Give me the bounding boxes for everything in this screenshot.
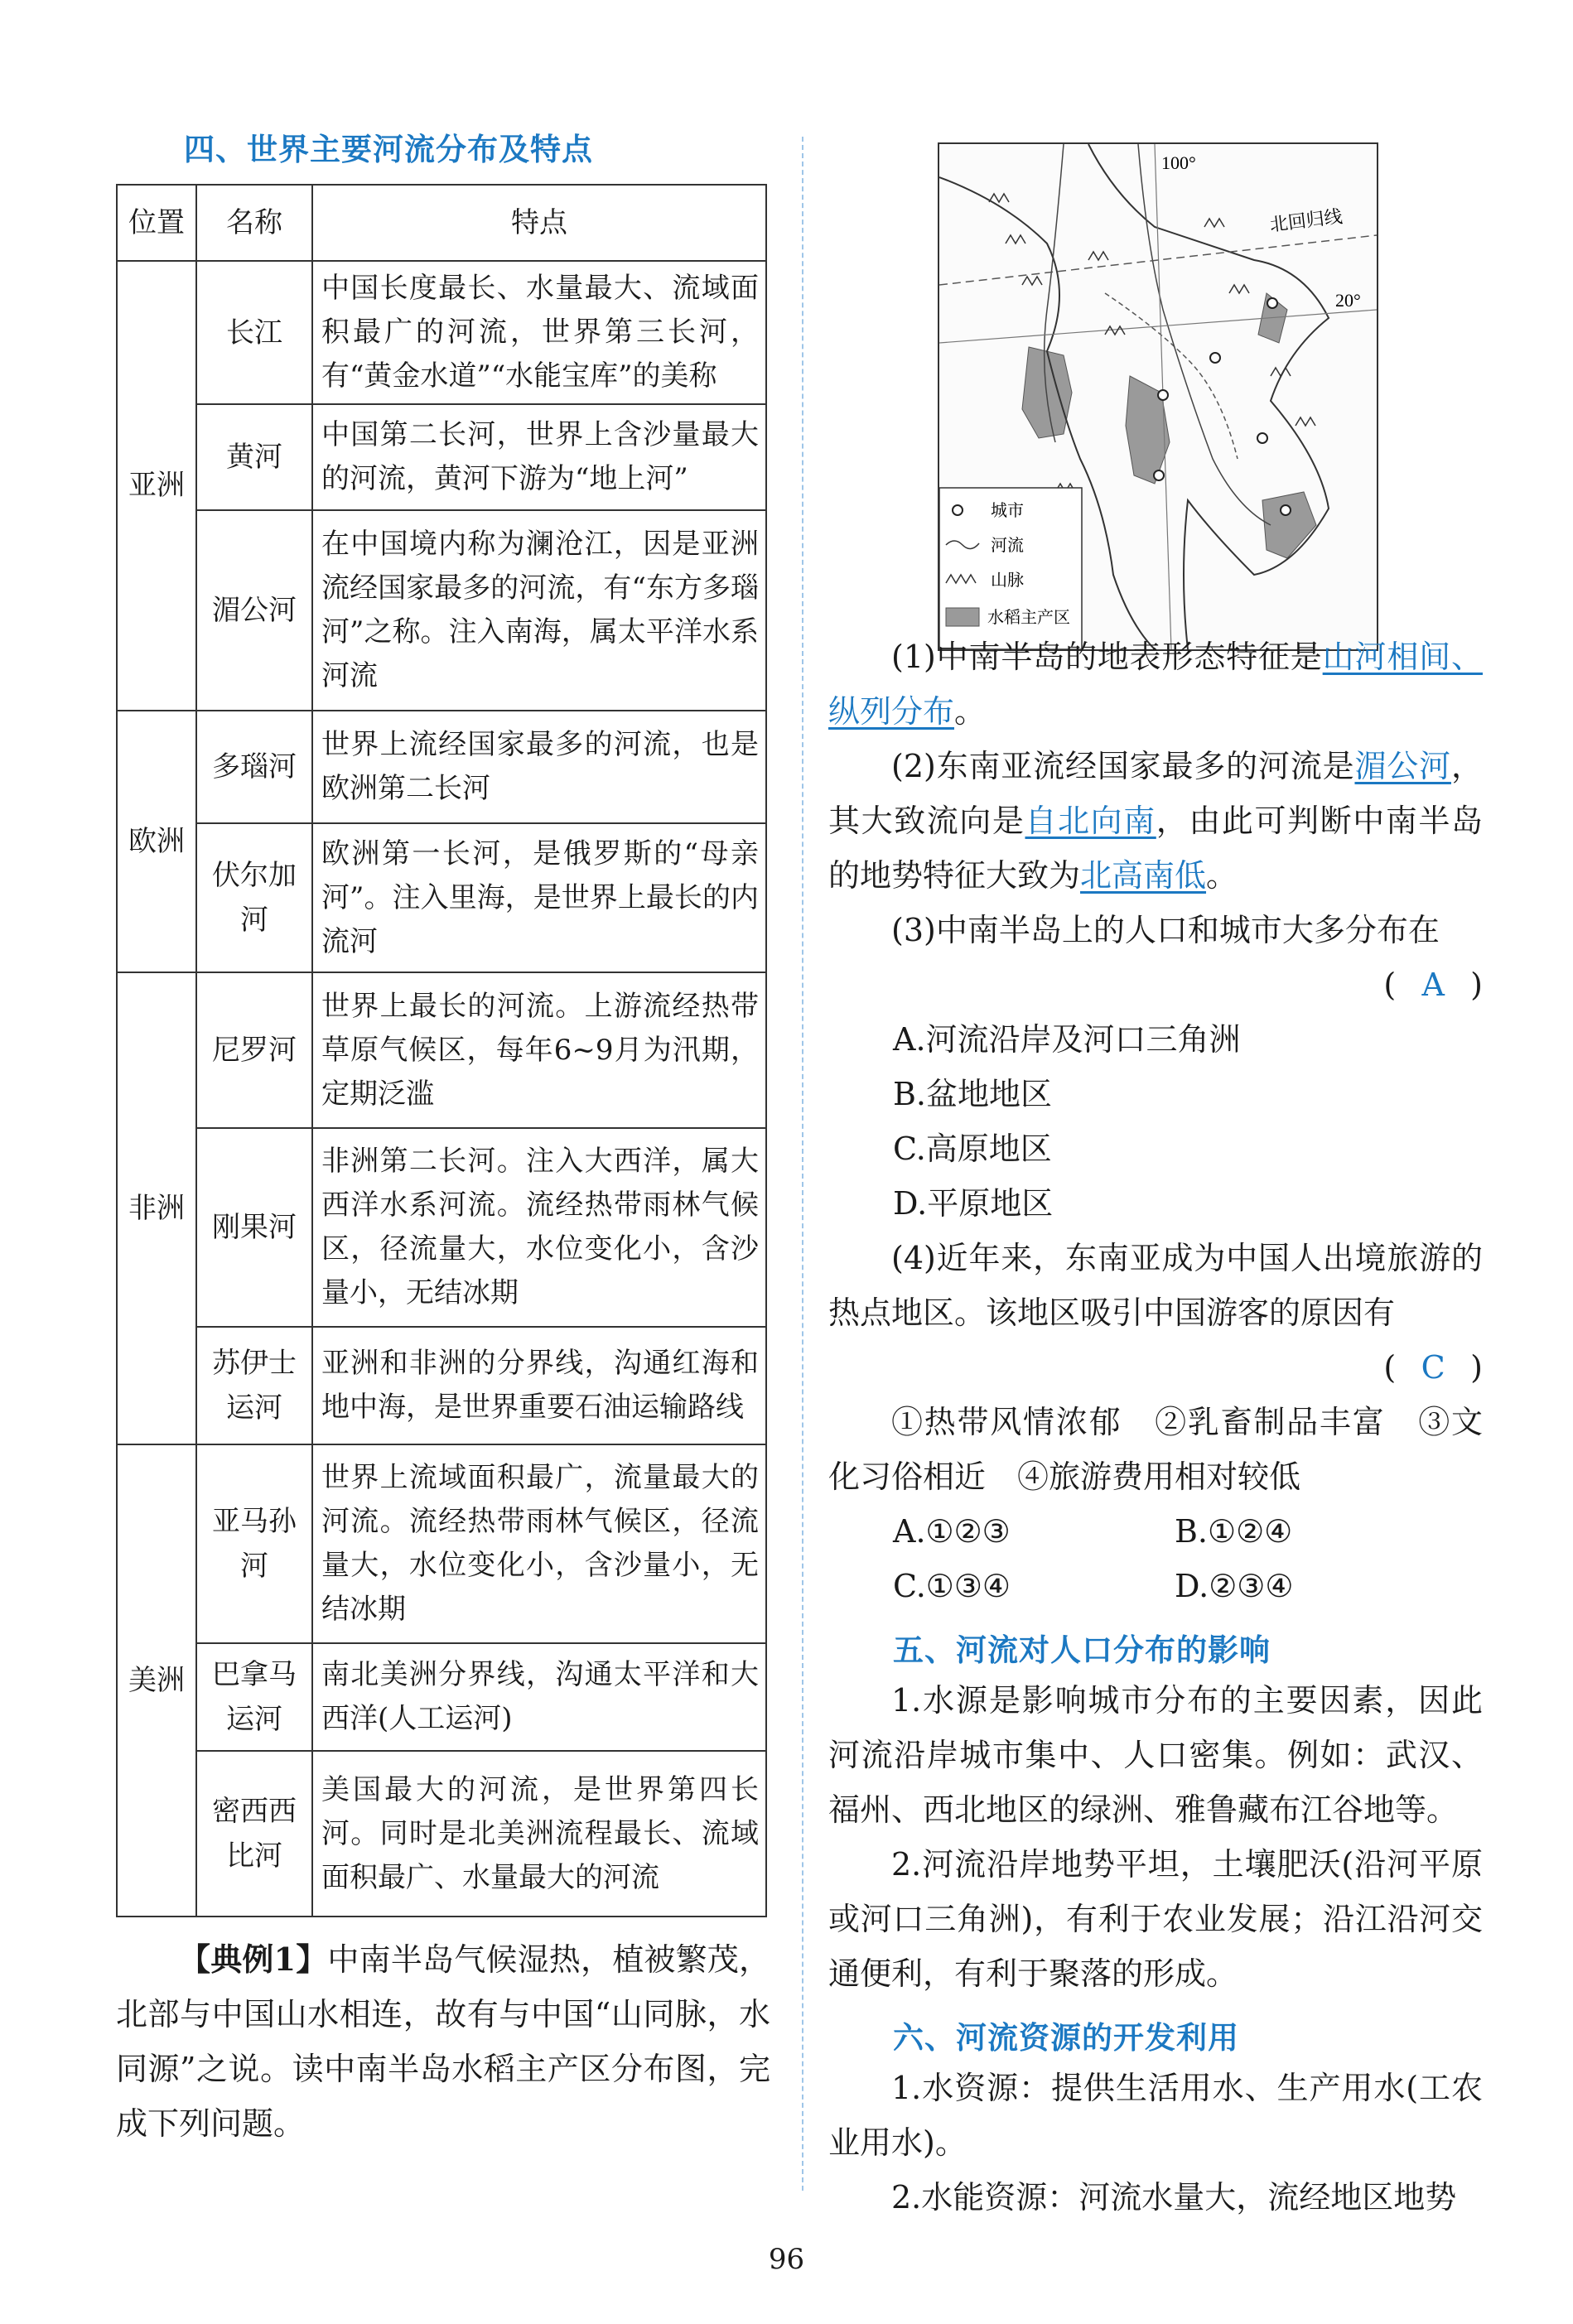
river-feature: 南北美洲分界线，沟通太平洋和大西洋(人工运河) (312, 1643, 766, 1751)
river-name: 刚果河 (196, 1128, 312, 1327)
q4-answer-box: ( C ) (828, 1340, 1483, 1395)
q3-option-d: D.平原地区 (893, 1185, 1054, 1222)
continent-cell: 非洲 (117, 972, 196, 1444)
example1-label: 【典例1】 (179, 1941, 328, 1978)
table-row (117, 1327, 766, 1444)
river-feature: 世界上流域面积最广，流量最大的河流。流经热带雨林气候区，径流量大，水位变化小，含沙量小，无结冰期 (312, 1444, 766, 1643)
legend-mountain: 山脉 (991, 571, 1024, 590)
q4-option-d: D.②③④ (1175, 1568, 1294, 1604)
q4-items: ①热带风情浓郁 ②乳畜制品丰富 ③文化习俗相近 ④旅游费用相对较低 (828, 1404, 1483, 1495)
table-row (117, 972, 766, 1128)
q2-part4: 。 (1206, 857, 1238, 894)
river-name: 尼罗河 (196, 972, 312, 1128)
q3-option-a: A.河流沿岸及河口三角洲 (893, 1021, 1241, 1058)
river-name: 巴拿马运河 (196, 1643, 312, 1751)
q2-part3: ，由此可判断中南半岛的地势特征大致为 (828, 803, 1483, 894)
rice-region (1022, 347, 1072, 438)
continent-cell: 亚洲 (117, 261, 196, 711)
rivers-table (116, 184, 767, 1917)
border-line (1105, 293, 1238, 459)
section5-paragraph-1: 1.水源是影响城市分布的主要因素，因此河流沿岸城市集中、人口密集。例如：武汉、福州、西北地区的绿洲、雅鲁藏布江谷地等。 (828, 1682, 1483, 1828)
table-row (117, 404, 766, 510)
river-feature: 中国第二长河，世界上含沙量最大的河流，黄河下游为“地上河” (312, 404, 766, 510)
river-name: 黄河 (196, 404, 312, 510)
river-name: 苏伊士运河 (196, 1327, 312, 1444)
table-row (117, 823, 766, 972)
q4-options-row2 (893, 1559, 1483, 1613)
table-row (117, 1444, 766, 1643)
table-header-row (117, 185, 766, 261)
river-name: 长江 (196, 261, 312, 404)
table-row (117, 1128, 766, 1327)
river-name: 伏尔加河 (196, 823, 312, 972)
table-row (117, 1643, 766, 1751)
river-feature: 世界上最长的河流。上游流经热带草原气候区，每年6~9月为汛期，定期泛滥 (312, 972, 766, 1128)
continent-cell: 欧洲 (117, 711, 196, 972)
section5-title: 五、河流对人口分布的影响 (893, 1632, 1271, 1668)
question-3-stem: (3)中南半岛上的人口和城市大多分布在 (891, 912, 1440, 948)
q4-answer: C (1421, 1349, 1445, 1386)
column-divider (802, 137, 803, 2191)
river-name: 多瑙河 (196, 711, 312, 823)
q4-option-a: A.①②③ (893, 1513, 1011, 1550)
river-name: 亚马孙河 (196, 1444, 312, 1643)
map-svg (939, 144, 1377, 649)
river-feature: 中国长度最长、水量最大、流域面积最广的河流，世界第三长河，有“黄金水道”“水能宝库”的美称 (312, 261, 766, 404)
legend-city: 城市 (991, 502, 1024, 520)
river-feature: 非洲第二长河。注入大西洋，属大西洋水系河流。流经热带雨林气候区，径流量大，水位变化小，含沙量小，无结冰期 (312, 1128, 766, 1327)
q4-options-row1 (893, 1504, 1483, 1559)
legend-river: 河流 (991, 537, 1024, 555)
legend-city-icon (953, 505, 963, 515)
indochina-rice-map (938, 142, 1378, 651)
table-row (117, 711, 766, 823)
legend-rice: 水稻主产区 (987, 609, 1070, 627)
river-name: 湄公河 (196, 510, 312, 711)
q2-part2: ，其大致流向是 (828, 748, 1483, 839)
header-feature: 特点 (312, 185, 766, 261)
q2-answer3: 北高南低 (1080, 857, 1207, 894)
q2-answer2: 自北向南 (1025, 803, 1156, 839)
question-4-stem: (4)近年来，东南亚成为中国人出境旅游的热点地区。该地区吸引中国游客的原因有 (828, 1240, 1483, 1331)
q2-part1: (2)东南亚流经国家最多的河流是 (891, 748, 1355, 784)
table-row (117, 261, 766, 404)
q1-suffix: 。 (954, 693, 987, 730)
legend-rice-icon (946, 608, 979, 626)
longitude-label: 100° (1161, 152, 1196, 173)
continent-cell: 美洲 (117, 1444, 196, 1917)
example1-paragraph (116, 1932, 770, 2151)
example1-text: 中南半岛气候湿热，植被繁茂，北部与中国山水相连，故有与中国“山同脉，水同源”之说。读中南半岛水稻主产区分布图，完成下列问题。 (116, 1941, 770, 2142)
section6-paragraph-2: 2.水能资源：河流水量大，流经地区地势 (891, 2179, 1457, 2216)
q4-option-b: B.①②④ (1175, 1513, 1293, 1550)
right-column (828, 629, 1483, 2225)
tropic-label: 北回归线 (1268, 205, 1344, 235)
latitude-line (939, 310, 1377, 343)
river-feature: 世界上流经国家最多的河流，也是欧洲第二长河 (312, 711, 766, 823)
q3-option-c: C.高原地区 (893, 1131, 1052, 1167)
river-feature: 欧洲第一长河，是俄罗斯的“母亲河”。注入里海，是世界上最长的内流河 (312, 823, 766, 972)
question-2 (828, 739, 1483, 903)
section6-title: 六、河流资源的开发利用 (893, 2020, 1239, 2056)
river-feature: 美国最大的河流，是世界第四长河。同时是北美洲流程最长、流域面积最广、水量最大的河流 (312, 1751, 766, 1917)
section4-title: 四、世界主要河流分布及特点 (184, 132, 593, 167)
q1-answer: 山河相间、纵列分布 (828, 639, 1483, 730)
river-name: 密西西比河 (196, 1751, 312, 1917)
latitude-label: 20° (1335, 290, 1361, 311)
river-feature: 在中国境内称为澜沧江，因是亚洲流经国家最多的河流，有“东方多瑙河”之称。注入南海，属太平洋水系河流 (312, 510, 766, 711)
river-feature: 亚洲和非洲的分界线，沟通红海和地中海，是世界重要石油运输路线 (312, 1327, 766, 1444)
q2-answer1: 湄公河 (1354, 748, 1451, 784)
header-name: 名称 (196, 185, 312, 261)
q4-option-c: C.①③④ (893, 1568, 1011, 1604)
page-number: 96 (768, 2243, 805, 2276)
table-row (117, 510, 766, 711)
q3-answer-box: ( A ) (828, 957, 1483, 1012)
q1-prefix: (1)中南半岛的地表形态特征是 (891, 639, 1323, 675)
q3-option-b: B.盆地地区 (893, 1076, 1053, 1112)
left-column (116, 124, 770, 2151)
section5-paragraph-2: 2.河流沿岸地势平坦，土壤肥沃(沿河平原或河口三角洲)，有利于农业发展；沿江沿河交通便利，有利于聚落的形成。 (828, 1846, 1483, 1992)
section6-paragraph-1: 1.水资源：提供生活用水、生产用水(工农业用水)。 (828, 2070, 1483, 2161)
table-row (117, 1751, 766, 1917)
header-position: 位置 (117, 185, 196, 261)
q3-answer: A (1421, 967, 1445, 1003)
question-1 (828, 629, 1483, 739)
